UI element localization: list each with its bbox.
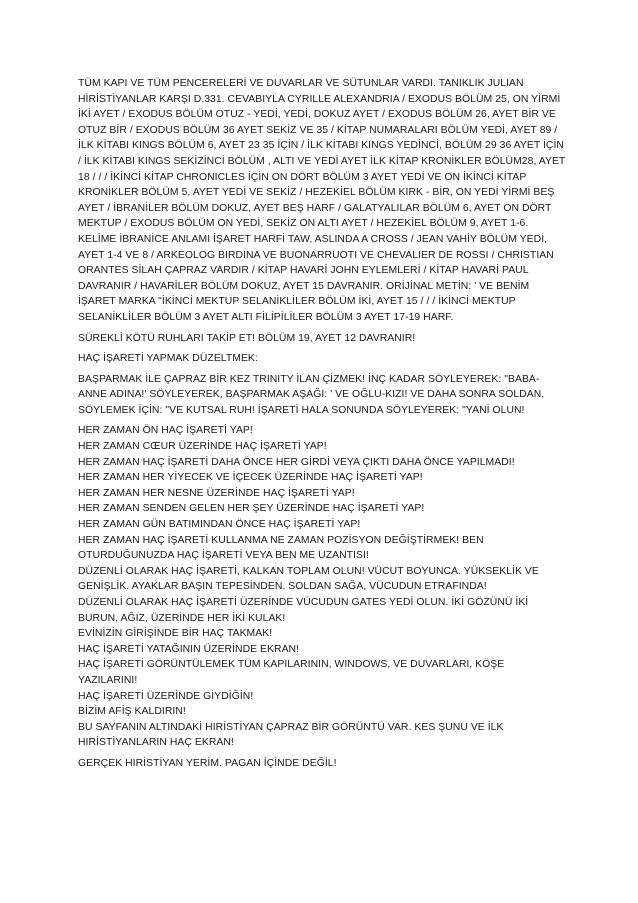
section-heading: HAÇ İŞARETİ YAPMAK DÜZELTMEK:: [78, 353, 258, 365]
command-line: HER ZAMAN HER YİYECEK VE İÇECEK ÜZERİNDE HAÇ İŞARETİ YAP!: [78, 472, 423, 484]
command-line: HER ZAMAN HER NESNE ÜZERİNDE HAÇ İŞARETİ YAP!: [78, 487, 355, 499]
command-line: HER ZAMAN SENDEN GELEN HER ŞEY ÜZERİNDE HAÇ İŞARETİ YAP!: [78, 503, 425, 515]
command-line: HAÇ İŞARETİ ÜZERİNDE GİYDİĞİN!: [78, 690, 254, 702]
instructions-paragraph: BAŞPARMAK İLE ÇAPRAZ BİR KEZ TRINITY İLAN ÇİZMEK! İNÇ KADAR SÖYLEYEREK: "BABA-ANNE ADINA!' SÖYLEYEREK, BAŞPARMAK AŞAĞI: ' VE OĞLU-KIZI! VE DAHA SONRA SOLDAN, SÖYLEMEK İÇİN: "VE KUTSAL RUH! İŞARETİ HALA SONUNDA SÖYLEYEREK: "YANİ OLUN!: [78, 373, 545, 416]
command-line: DÜZENLİ OLARAK HAÇ İŞARETİ, KALKAN TOPLAM OLUN! VÜCUT BOYUNCA. YÜKSEKLİK VE GENİŞLİK. AYAKLAR BAŞIN TEPESİNDEN. SOLDAN SAĞA, VÜCUDUN ETRAFINDA!: [78, 565, 539, 593]
commands-list: [78, 423, 566, 750]
command-line: HER ZAMAN GÜN BATIMINDAN ÖNCE HAÇ İŞARETİ YAP!: [78, 519, 361, 531]
document-body: [78, 76, 566, 777]
command-line: HER ZAMAN HAÇ İŞARETİ DAHA ÖNCE HER GİRDİ VEYA ÇIKTI DAHA ÖNCE YAPILMADI!: [78, 456, 515, 468]
command-line: DÜZENLİ OLARAK HAÇ İŞARETİ ÜZERİNDE VÜCUDUN GATES YEDİ OLUN. İKİ GÖZÜNÜ İKİ BURUN, AĞIZ, ÜZERİNDE HER İKİ KULAK!: [78, 597, 529, 624]
command-line: BU SAYFANIN ALTINDAKİ HIRİSTİYAN ÇAPRAZ BİR GÖRÜNTÜ VAR. KES ŞUNU VE İLK HIRİSTİYANLARIN HAÇ EKRAN!: [78, 721, 504, 749]
evil-spirits-paragraph: SÜREKLİ KÖTÜ RUHLARI TAKİP ET! BÖLÜM 19, AYET 12 DAVRANIR!: [78, 332, 416, 344]
command-line: HER ZAMAN HAÇ İŞARETİ KULLANMA NE ZAMAN POZİSYON DEĞİŞTİRMEK! BEN OTURDUĞUNUZDA HAÇ İŞARETİ VEYA BEN ME UZANTISI!: [78, 534, 484, 562]
closing-line: GERÇEK HIRİSTİYAN YERİM. PAGAN İÇİNDE DEĞİL!: [78, 757, 337, 769]
intro-paragraph: TÜM KAPI VE TÜM PENCERELERİ VE DUVARLAR VE SÜTUNLAR VARDI. TANIKLIK JULIAN HİRİSTİYANLAR KARŞI D.331. CEVABIYLA CYRILLE ALEXANDRIA / EXODUS BÖLÜM 25, ON YİRMİ İKİ AYET / EXODUS BÖLÜM OTUZ - YEDİ, YEDİ, DOKUZ AYET / EXODUS BÖLÜM 26, AYET BİR VE OTUZ BİR / EXODUS BÖLÜM 36 AYET SEKİZ VE 35 / KİTAP NUMARALARI BÖLÜM YEDİ, AYET 89 / İLK KİTABI KINGS BÖLÜM 6, AYET 23 35 İÇİN / İLK KİTABI KINGS YEDİNCİ, BÖLÜM 29 36 AYET İÇİN / İLK KİTABI KINGS SEKİZİNCİ BÖLÜM , ALTI VE YEDİ AYET İLK KİTAP KRONİKLER BÖLÜM28, AYET 18 / / / İKİNCİ KİTAP CHRONICLES İÇİN ON DÖRT BÖLÜM 3 AYET YEDİ VE ON İKİNCİ KİTAP KRONİKLER BÖLÜM 5, AYET YEDİ VE SEKİZ / HEZEKİEL BÖLÜM KIRK - BİR, ON YEDİ YİRMİ BEŞ AYET / İBRANİLER BÖLÜM DOKUZ, AYET BEŞ HARF / GALATYALILAR BÖLÜM 6, AYET ON DÖRT MEKTUP / EXODUS BÖLÜM ON YEDİ, SEKİZ ON ALTI AYET / HEZEKİEL BÖLÜM 9, AYET 1-6. KELİME İBRANİCE ANLAMI İŞARET HARFİ TAW, ASLINDA A CROSS / JEAN VAHİY BÖLÜM YEDİ, AYET 1-4 VE 8 / ARKEOLOG BIRDINA VE BUONARRUOTI VE CHEVALIER DE ROSSI / CHRISTIAN ORANTES SİLAH ÇAPRAZ VARDIR / KİTAP HAVARİ JOHN EYLEMLERİ / KİTAP HAVARİ PAUL DAVRANIR / HAVARİLER BÖLÜM DOKUZ, AYET 15 DAVRANIR. ORİJİNAL METİN: ' VE BENİM İŞARET MARKA "İKİNCİ MEKTUP SELANİKLİLER BÖLÜM İKİ, AYET 15 / / / İKİNCİ MEKTUP SELANİKLİLER BÖLÜM 3 AYET ALTI FİLİPİLİLER BÖLÜM 3 AYET 17-19 HARF.: [78, 78, 566, 323]
command-line: HER ZAMAN CŒUR ÜZERİNDE HAÇ İŞARETİ YAP!: [78, 441, 327, 453]
command-line: EVİNİZİN GİRİŞİNDE BİR HAÇ TAKMAK!: [78, 628, 273, 640]
command-line: HAÇ İŞARETİ GÖRÜNTÜLEMEK TÜM KAPILARININ, WINDOWS, VE DUVARLARI, KÖŞE YAZILARINI!: [78, 659, 505, 686]
command-line: HER ZAMAN ÖN HAÇ İŞARETİ YAP!: [78, 425, 253, 437]
command-line: BİZİM AFİŞ KALDIRIN!: [78, 706, 186, 718]
command-line: HAÇ İŞARETİ YATAĞININ ÜZERİNDE EKRAN!: [78, 643, 300, 655]
